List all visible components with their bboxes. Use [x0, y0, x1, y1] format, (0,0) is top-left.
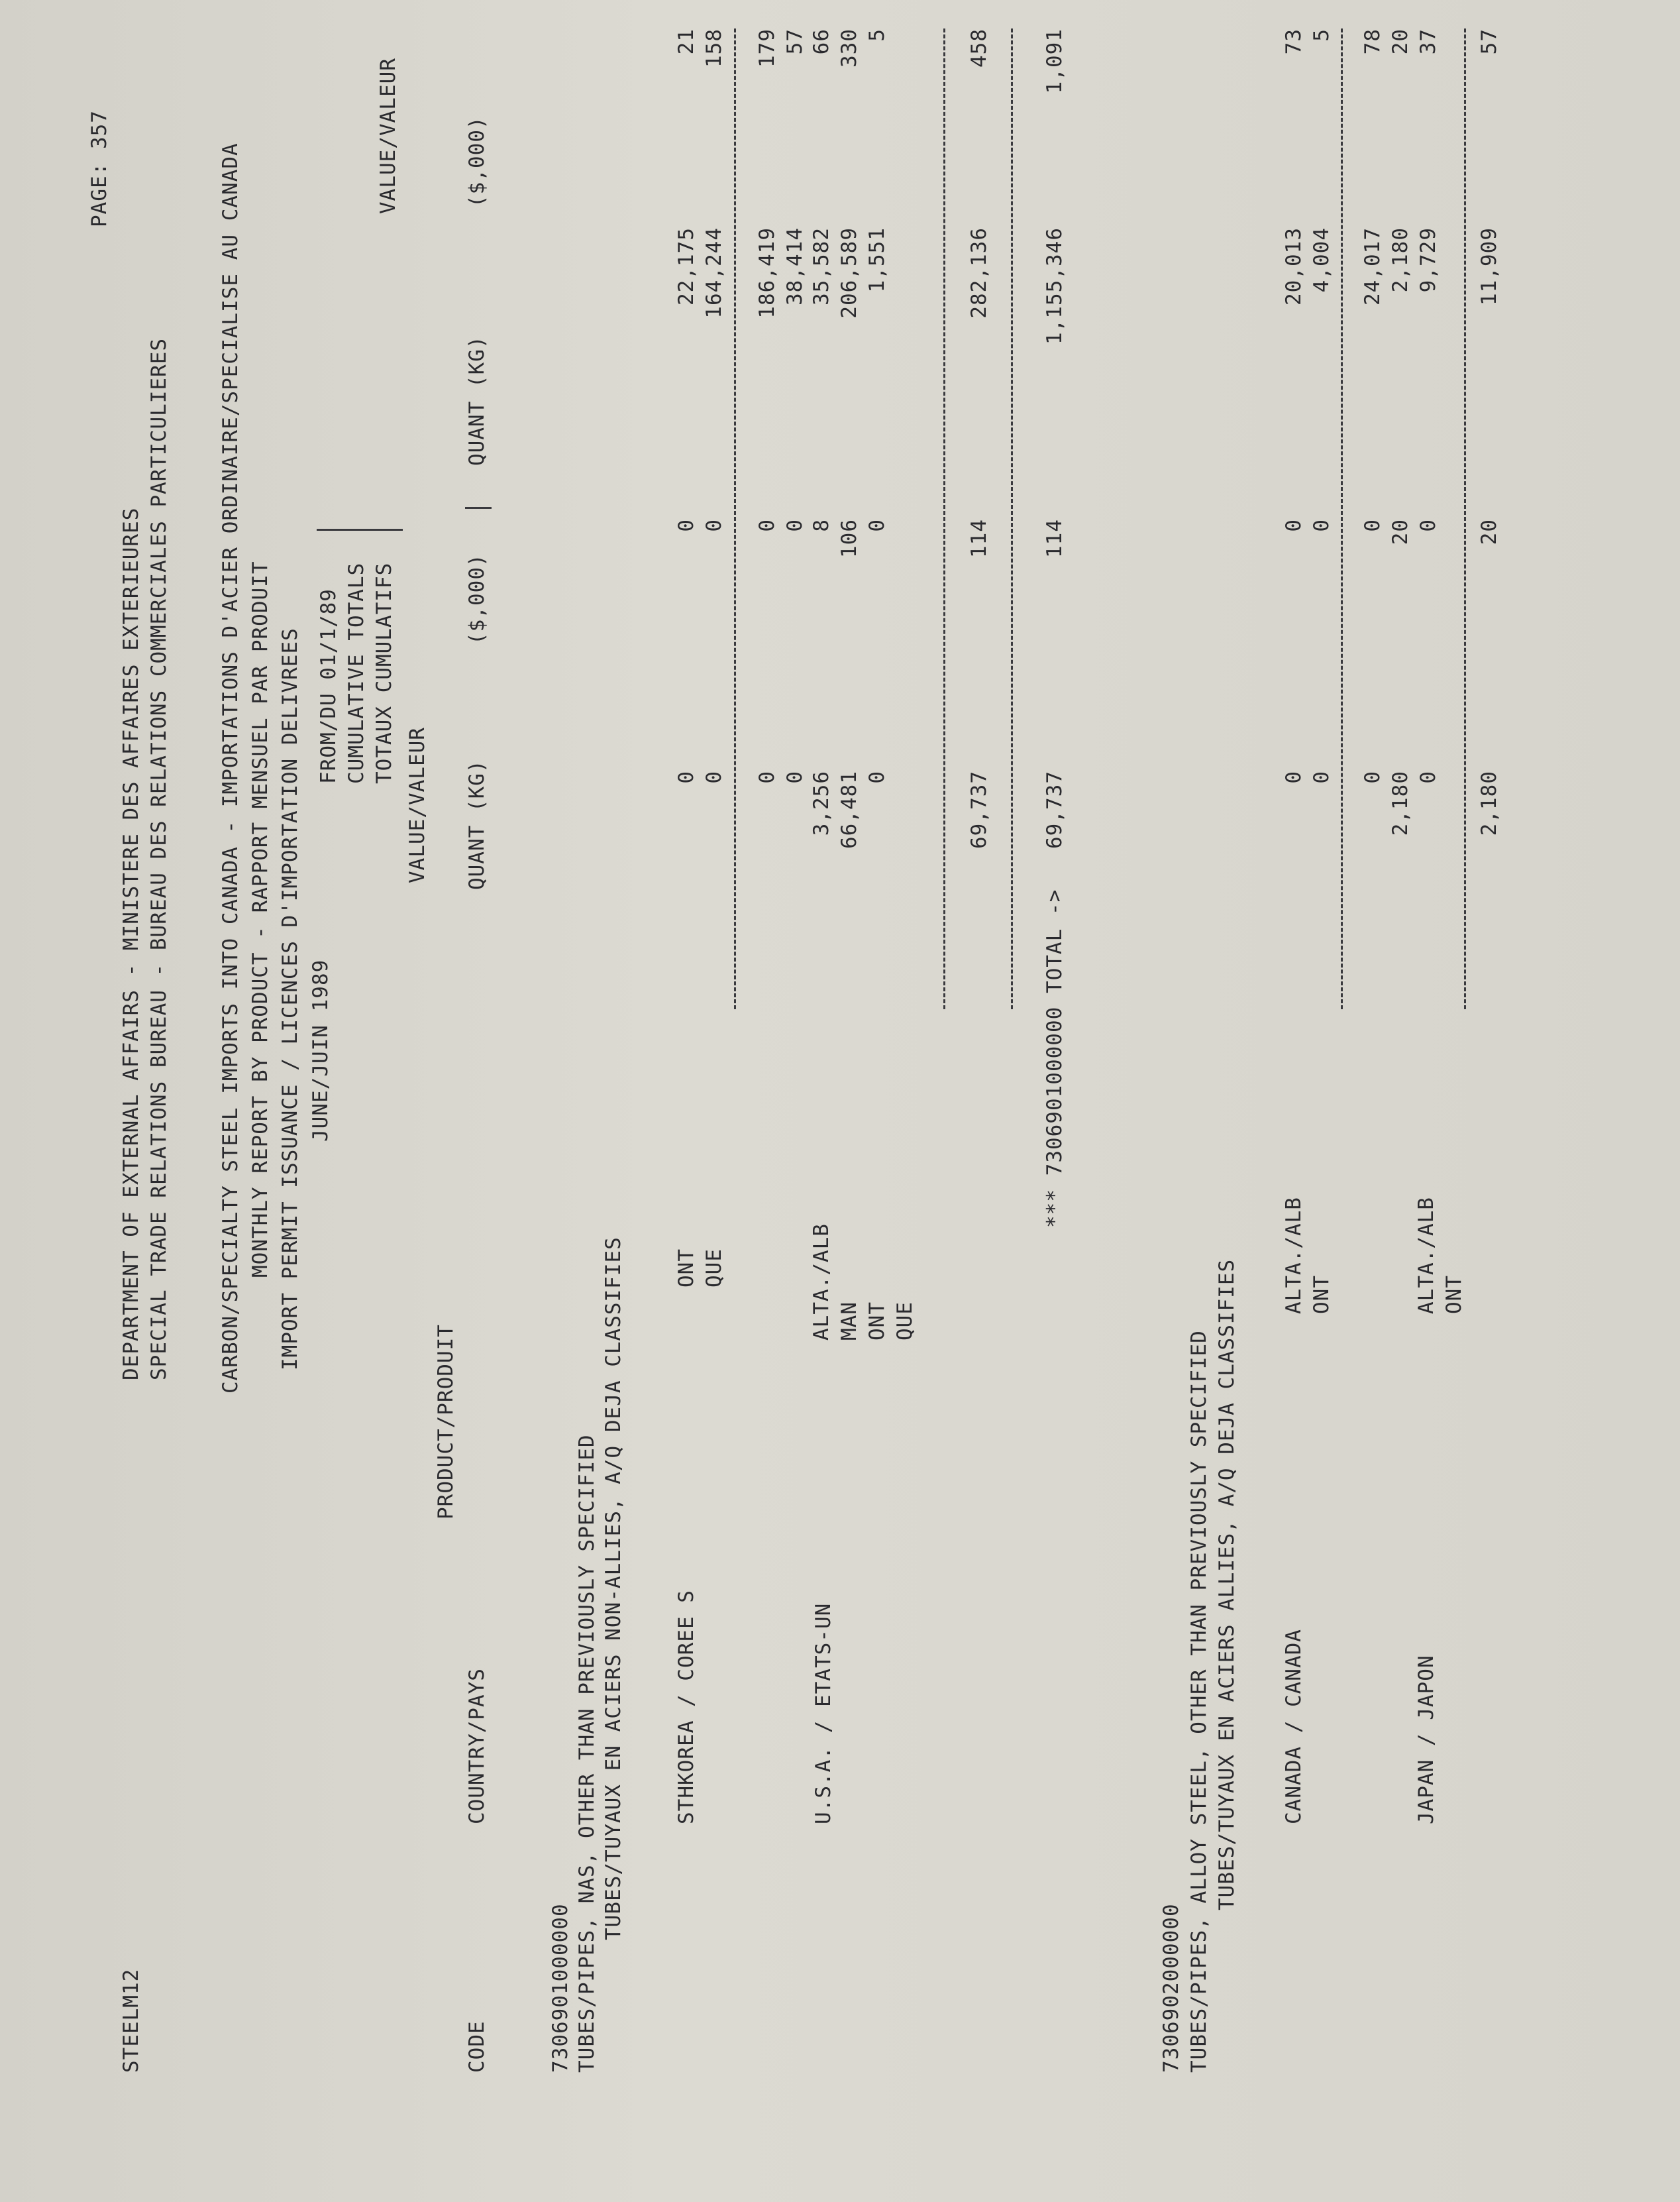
quant-month: 0	[674, 771, 698, 784]
value-month: 0	[1282, 519, 1306, 532]
value-cum: 20	[1389, 28, 1412, 55]
quant-month: 0	[1282, 771, 1306, 784]
quant-cum: 164,244	[702, 227, 726, 319]
section1-desc-fr: TUBES/TUYAUX EN ACIERS NON-ALLIES, A/Q DEJA CLASSIFIES	[602, 1237, 625, 1940]
subtotal-quant-month: 2,180	[1477, 771, 1501, 836]
quant-cum: 9,729	[1416, 227, 1440, 293]
total-value-cum: 1,091	[1043, 28, 1067, 94]
col-quant-month: QUANT (KG)	[465, 759, 489, 890]
section2-desc-en: TUBES/PIPES, ALLOY STEEL, OTHER THAN PREVIOUSLY SPECIFIED	[1187, 1330, 1211, 2073]
quant-cum: 1,551	[865, 227, 889, 293]
subtotal-rule	[1464, 28, 1466, 1009]
value-cum: 179	[755, 28, 779, 68]
subtotal-value-month: 20	[1477, 519, 1501, 545]
value-month: 0	[1361, 519, 1385, 532]
quant-cum: 4,004	[1310, 227, 1334, 293]
product-row: ONT	[1442, 1275, 1466, 1314]
subtotal-rule	[734, 28, 736, 1009]
dept-line-1: DEPARTMENT OF EXTERNAL AFFAIRS - MINISTERE DES AFFAIRES EXTERIEURES	[119, 507, 143, 1380]
product-row: MAN	[837, 1301, 861, 1341]
section2-code: 7306902000000	[1159, 1903, 1183, 2073]
quant-cum: 20,013	[1282, 227, 1306, 305]
cum-totals-fr: TOTAUX CUMULATIFS	[372, 562, 396, 784]
quant-month: 0	[1361, 771, 1385, 784]
subtotal-rule	[1341, 28, 1343, 1009]
quant-cum: 35,582	[810, 227, 833, 305]
col-country: COUNTRY/PAYS	[465, 1668, 489, 1824]
dept-line-2: SPECIAL TRADE RELATIONS BUREAU - BUREAU DES RELATIONS COMMERCIALES PARTICULIERES	[147, 337, 171, 1380]
col-divider	[465, 507, 492, 509]
value-month: 106	[837, 519, 861, 558]
value-month: 0	[1416, 519, 1440, 532]
value-month: 0	[1310, 519, 1334, 532]
product-row: ONT	[1310, 1275, 1334, 1314]
quant-cum: 38,414	[783, 227, 807, 305]
quant-month: 2,180	[1389, 771, 1412, 836]
product-row: ONT	[674, 1248, 698, 1288]
section1-code: 7306901000000	[549, 1903, 572, 2073]
total-rule	[1011, 28, 1013, 1009]
report-period: JUNE/JUIN 1989	[309, 959, 333, 1142]
quant-month: 0	[755, 771, 779, 784]
cum-box-divider	[317, 529, 403, 531]
quant-month: 0	[702, 771, 726, 784]
quant-cum: 2,180	[1389, 227, 1412, 293]
quant-month: 3,256	[810, 771, 833, 836]
value-month: 0	[674, 519, 698, 532]
product-row: ALTA./ALB	[1414, 1197, 1438, 1314]
product-row: QUE	[702, 1248, 726, 1288]
country-canada: CANADA / CANADA	[1282, 1629, 1306, 1824]
quant-month: 0	[783, 771, 807, 784]
value-month: 20	[1389, 519, 1412, 545]
subtotal-quant-month: 69,737	[967, 771, 991, 849]
value-cum: 158	[702, 28, 726, 68]
report-code: STEELM12	[119, 1968, 143, 2073]
quant-month: 0	[1416, 771, 1440, 784]
col-value-cum: ($,000)	[465, 116, 489, 207]
quant-cum: 24,017	[1361, 227, 1385, 305]
quant-cum: 22,175	[674, 227, 698, 305]
col-product: PRODUCT/PRODUIT	[434, 1324, 458, 1519]
col-quant-cum: QUANT (KG)	[465, 335, 489, 466]
value-cum: 73	[1282, 28, 1306, 55]
section2-desc-fr: TUBES/TUYAUX EN ACIERS ALLIES, A/Q DEJA CLASSIFIES	[1215, 1258, 1239, 1910]
value-cum: 330	[837, 28, 861, 68]
col-value-label-left: VALUE/VALEUR	[405, 727, 429, 883]
section1-total-label: *** 7306901000000 TOTAL ->	[1043, 889, 1067, 1228]
page-number: PAGE: 357	[87, 110, 111, 227]
quant-month: 66,481	[837, 771, 861, 849]
col-code: CODE	[465, 2020, 489, 2073]
report-title: CARBON/SPECIALTY STEEL IMPORTS INTO CANADA - IMPORTATIONS D'ACIER ORDINAIRE/SPECIALISE AU CANADA	[219, 142, 242, 1394]
value-cum: 37	[1416, 28, 1440, 55]
value-cum: 57	[783, 28, 807, 55]
total-value-month: 114	[1043, 519, 1067, 558]
value-month: 0	[702, 519, 726, 532]
quant-month: 0	[865, 771, 889, 784]
total-quant-cum: 1,155,346	[1043, 227, 1067, 345]
col-value-label-right: VALUE/VALEUR	[376, 58, 400, 214]
product-row: QUE	[893, 1301, 917, 1341]
quant-cum: 206,589	[837, 227, 861, 319]
total-quant-month: 69,737	[1043, 771, 1067, 849]
cum-from-date: FROM/DU 01/1/89	[317, 588, 341, 784]
value-month: 0	[755, 519, 779, 532]
value-cum: 5	[865, 28, 889, 42]
section1-desc-en: TUBES/PIPES, NAS, OTHER THAN PREVIOUSLY SPECIFIED	[575, 1434, 599, 2073]
country-japan: JAPAN / JAPON	[1414, 1655, 1438, 1824]
value-cum: 66	[810, 28, 833, 55]
subtotal-quant-cum: 11,909	[1477, 227, 1501, 305]
subtotal-value-cum: 458	[967, 28, 991, 68]
subtotal-rule	[943, 28, 945, 1009]
value-cum: 5	[1310, 28, 1334, 42]
report-subtitle: MONTHLY REPORT BY PRODUCT - RAPPORT MENSUEL PAR PRODUIT	[248, 561, 272, 1278]
country-south-korea: STHKOREA / COREE S	[674, 1590, 698, 1824]
subtotal-quant-cum: 282,136	[967, 227, 991, 319]
value-month: 0	[783, 519, 807, 532]
product-row: ALTA./ALB	[810, 1223, 833, 1341]
product-row: ALTA./ALB	[1282, 1197, 1306, 1314]
value-month: 8	[810, 519, 833, 532]
country-usa: U.S.A. / ETATS-UN	[812, 1602, 835, 1824]
subtotal-value-cum: 57	[1477, 28, 1501, 55]
quant-month: 0	[1310, 771, 1334, 784]
quant-cum: 186,419	[755, 227, 779, 319]
subtotal-value-month: 114	[967, 519, 991, 558]
col-value-month: ($,000)	[465, 553, 489, 645]
cum-totals-en: CUMULATIVE TOTALS	[344, 562, 368, 784]
value-cum: 21	[674, 28, 698, 55]
product-row: ONT	[865, 1301, 889, 1341]
value-month: 0	[865, 519, 889, 532]
value-cum: 78	[1361, 28, 1385, 55]
report-permit-line: IMPORT PERMIT ISSUANCE / LICENCES D'IMPORTATION DELIVREES	[278, 628, 302, 1370]
